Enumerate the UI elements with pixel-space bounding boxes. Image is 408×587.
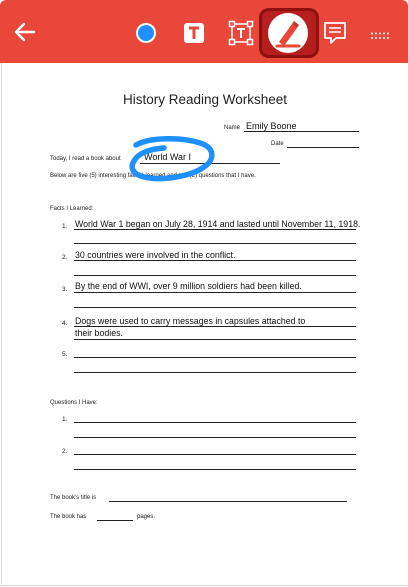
fact-line bbox=[74, 357, 356, 358]
text-tool-icon[interactable] bbox=[182, 21, 206, 45]
question-number: 1. bbox=[62, 416, 68, 423]
fact-number: 1. bbox=[62, 223, 68, 230]
fact-number: 2. bbox=[62, 254, 68, 261]
fact-line bbox=[74, 229, 356, 230]
ink-circle-annotation[interactable] bbox=[120, 133, 220, 185]
pen-annotate-button[interactable] bbox=[259, 8, 319, 58]
name-label: Name bbox=[224, 125, 241, 131]
pages-label: The book has bbox=[50, 514, 87, 520]
comment-icon[interactable] bbox=[322, 20, 348, 46]
fact-number: 4. bbox=[62, 320, 68, 327]
question-line bbox=[74, 454, 356, 455]
question-number: 2. bbox=[62, 448, 68, 455]
pages-suffix: pages. bbox=[137, 514, 156, 520]
fact-text: Dogs were used to carry messages in capsules attached to bbox=[75, 316, 306, 326]
worksheet-page[interactable] bbox=[1, 63, 408, 586]
fact-text: World War 1 began on July 28, 1914 and lasted until November 11, 1918. bbox=[75, 219, 361, 229]
name-value: Emily Boone bbox=[246, 121, 297, 131]
fact-text: By the end of WWI, over 9 million soldiers had been killed. bbox=[75, 281, 302, 291]
date-label: Date bbox=[271, 141, 284, 147]
book-topic-value: World War I bbox=[144, 152, 192, 162]
question-line bbox=[74, 437, 356, 438]
fact-number: 5. bbox=[62, 351, 68, 358]
facts-heading: Facts I Learned: bbox=[50, 206, 94, 212]
fact-text: 30 countries were involved in the conflict. bbox=[75, 250, 236, 260]
book-title-underline bbox=[109, 501, 347, 502]
color-dot-icon[interactable] bbox=[134, 21, 158, 45]
question-line bbox=[74, 422, 356, 423]
fact-number: 3. bbox=[62, 286, 68, 293]
book-title-label: The book's title is bbox=[50, 495, 97, 501]
back-arrow-icon[interactable] bbox=[14, 22, 36, 42]
name-underline bbox=[244, 131, 359, 132]
questions-heading: Questions I Have: bbox=[50, 400, 98, 406]
fact-line bbox=[74, 243, 356, 244]
pen-annotate-icon bbox=[268, 13, 308, 53]
fact-line bbox=[74, 275, 356, 276]
fact-line bbox=[74, 292, 356, 293]
book-line-label: Today, I read a book about bbox=[50, 156, 121, 162]
fact-line bbox=[74, 372, 356, 373]
date-underline bbox=[287, 147, 359, 148]
text-box-select-icon[interactable] bbox=[228, 20, 254, 46]
pages-underline bbox=[97, 520, 133, 521]
fact-line bbox=[74, 339, 356, 340]
fact-text-continued: their bodies. bbox=[75, 328, 123, 338]
worksheet-title: History Reading Worksheet bbox=[122, 92, 288, 107]
question-line bbox=[74, 469, 356, 470]
more-dots-icon[interactable] bbox=[370, 28, 392, 38]
fact-line bbox=[74, 326, 356, 327]
annotation-toolbar bbox=[0, 0, 408, 63]
instructions-text: Below are five (5) interesting facts I learned and two (2) questions that I have. bbox=[50, 173, 256, 179]
fact-line bbox=[74, 307, 356, 308]
fact-line bbox=[74, 260, 356, 261]
